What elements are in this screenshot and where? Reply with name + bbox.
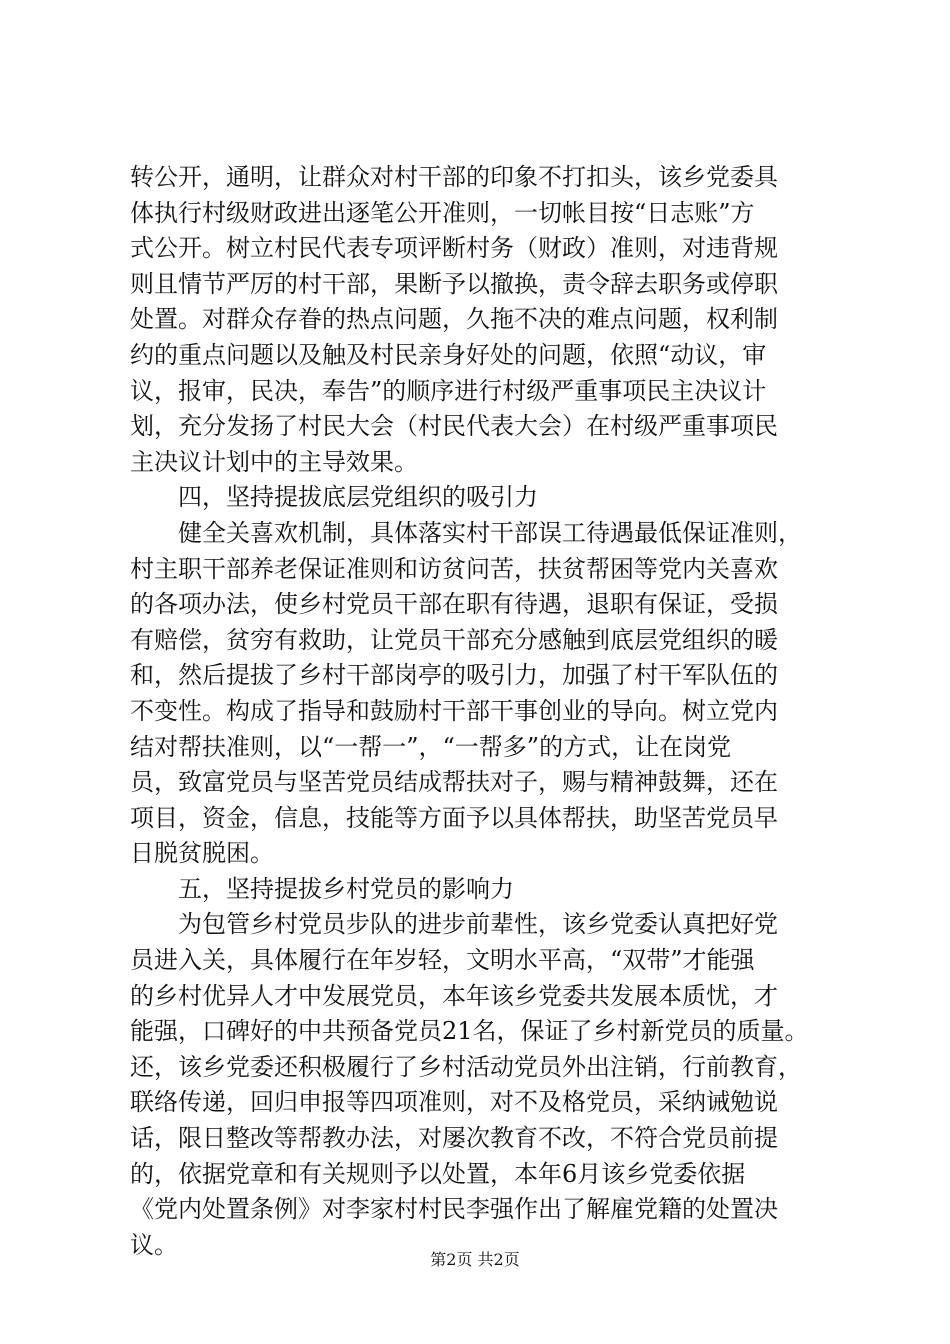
- text-line: 的各项办法，使乡村党员干部在职有待遇，退职有保证，受损: [130, 590, 778, 619]
- text-line: 员进入关，具体履行在年岁轻，文明水平高，“双带”才能强: [130, 946, 755, 975]
- text-line: 能强，口碑好的中共预备党员21名，保证了乡村新党员的质量。: [130, 1017, 809, 1046]
- text-line: 约的重点问题以及触及村民亲身好处的问题，依照“动议，审: [130, 340, 767, 369]
- text-line: 不变性。构成了指导和鼓励村干部干事创业的导向。树立党内: [130, 696, 778, 725]
- text-line: 员，致富党员与坚苦党员结成帮扶对子，赐与精神鼓舞，还在: [130, 768, 778, 797]
- text-line: 五，坚持提拔乡村党员的影响力: [130, 874, 514, 903]
- text-line: 的乡村优异人才中发展党员，本年该乡党委共发展本质忧，才: [130, 981, 778, 1010]
- text-line: 为包管乡村党员步队的进步前辈性，该乡党委认真把好党: [130, 910, 778, 939]
- text-line: 体执行村级财政进出逐笔公开准则，一切帐目按“日志账”方: [130, 198, 755, 227]
- text-line: 《党内处置条例》对李家村村民李强作出了解雇党籍的处置决: [130, 1195, 778, 1224]
- text-line: 日脱贫脱困。: [130, 839, 274, 868]
- text-line: 和，然后提拔了乡村干部岗亭的吸引力，加强了村干军队伍的: [130, 661, 778, 690]
- text-line: 议，报审，民决，奉告”的顺序进行村级严重事项民主决议计: [130, 376, 767, 405]
- text-line: 还，该乡党委还积极履行了乡村活动党员外出注销，行前教育，: [130, 1052, 802, 1081]
- text-line: 则且情节严厉的村干部，果断予以撤换，责令辞去职务或停职: [130, 269, 778, 298]
- text-line: 四，坚持提拔底层党组织的吸引力: [130, 483, 538, 512]
- text-line: 健全关喜欢机制，具体落实村干部误工待遇最低保证准则，: [130, 518, 802, 547]
- text-line: 项目，资金，信息，技能等方面予以具体帮扶，助坚苦党员早: [130, 803, 778, 832]
- page-footer: 第2页 共2页: [430, 1250, 520, 1269]
- text-line: 划，充分发扬了村民大会（村民代表大会）在村级严重事项民: [130, 412, 778, 441]
- text-line: 联络传递，回归申报等四项准则，对不及格党员，采纳诫勉说: [130, 1088, 778, 1117]
- text-line: 议。: [130, 1230, 178, 1259]
- text-line: 村主职干部养老保证准则和访贫问苦，扶贫帮困等党内关喜欢: [130, 554, 778, 583]
- text-line: 主决议计划中的主导效果。: [130, 447, 418, 476]
- text-line: 结对帮扶准则，以“一帮一”，“一帮多”的方式，让在岗党: [130, 732, 732, 761]
- text-line: 有赔偿，贫穷有救助，让党员干部充分感触到底层党组织的暖: [130, 625, 778, 654]
- text-line: 话，限日整改等帮教办法，对屡次教育不改，不符合党员前提: [130, 1124, 778, 1153]
- text-line: 转公开，通明，让群众对村干部的印象不打扣头，该乡党委具: [130, 163, 778, 191]
- text-line: 处置。对群众存眷的热点问题，久拖不决的难点问题，权利制: [130, 305, 778, 334]
- document-body: [130, 160, 820, 1263]
- text-line: 式公开。树立村民代表专项评断村务（财政）准则，对违背规: [130, 234, 778, 263]
- text-line: 的，依据党章和有关规则予以处置，本年6月该乡党委依据: [130, 1159, 746, 1188]
